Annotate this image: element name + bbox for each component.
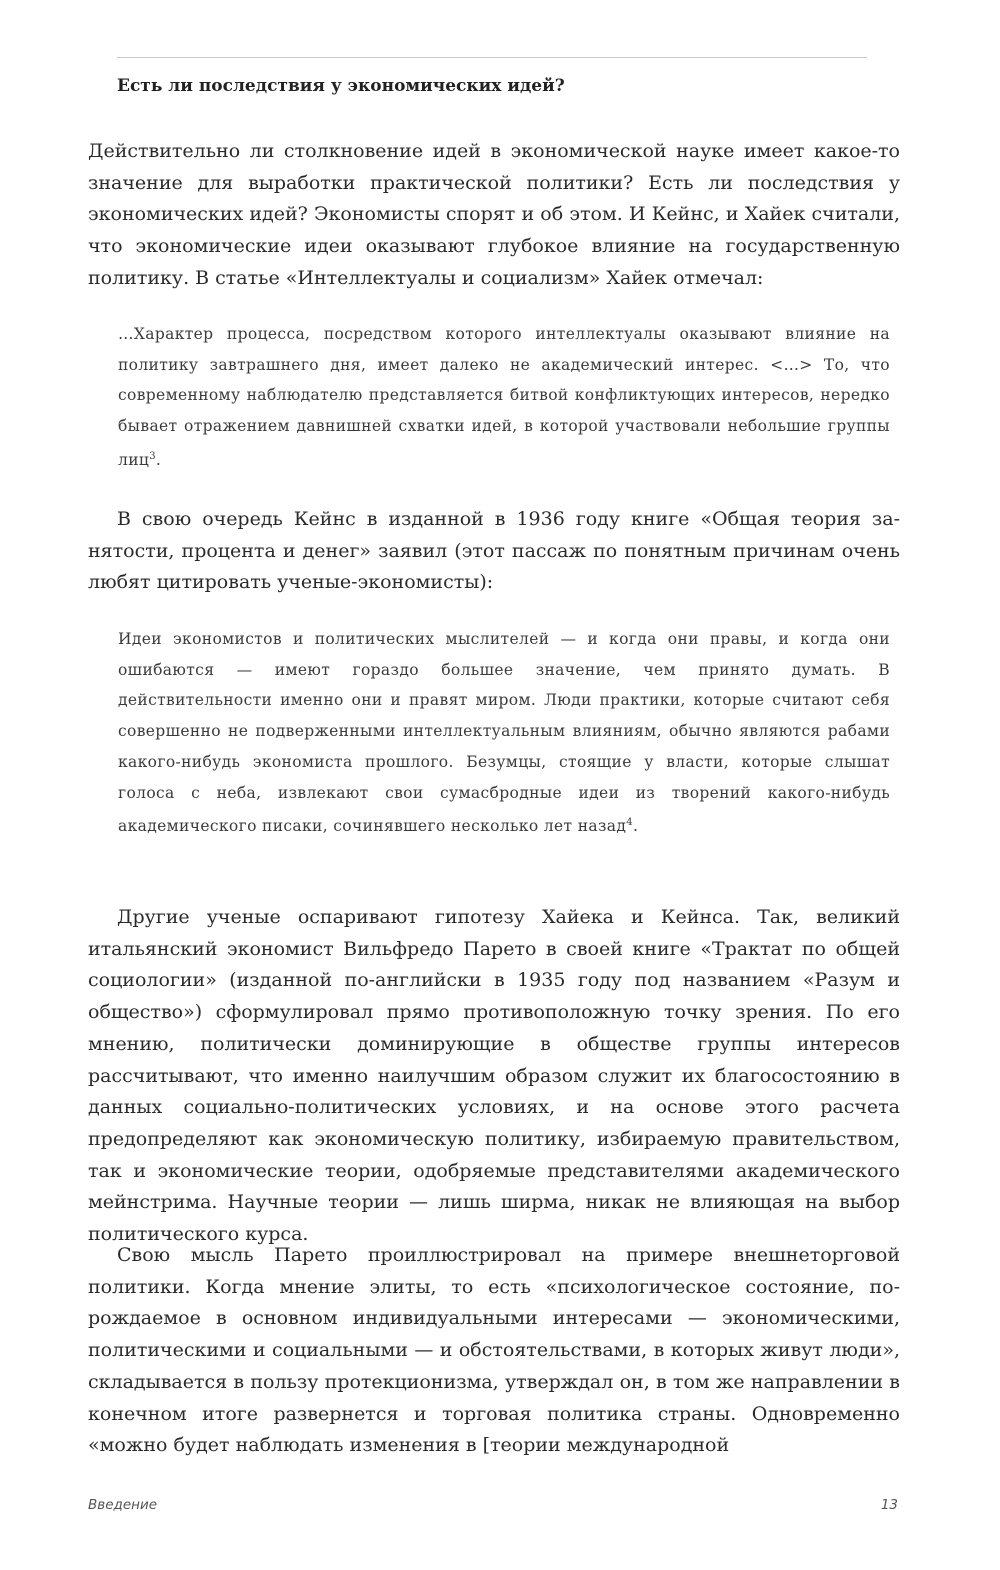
paragraph-1: Действительно ли столкновение идей в экономической науке имеет какое-то значение для выработки практической политики? Есть ли последствия у экономических идей? Экономисты спорят и об этом. И Кейнс, и Хайек считали, что экономические идеи оказывают глубокое влияние на государственную политику. В статье «Интеллектуалы и социализм» Хайек отмечал: bbox=[88, 140, 900, 289]
quote-keynes-text: Идеи экономистов и политических мыслителей — и когда они правы, и когда они ошибаются — имеют гораздо большее значение, чем принято думать. В действительности именно они и правят миром. Люди практики, которые считают себя совершенно не подверженными интеллектуальным влияниям, обычно являются рабами какого-нибудь экономиста прошлого. Безумцы, стоящие у власти, которые слышат голоса с неба, извлекают свои сумасбродные идеи из творений какого-нибудь академического писаки, сочинявшего несколько лет назад bbox=[118, 630, 890, 836]
footnote-ref-3[interactable]: 3 bbox=[149, 450, 156, 462]
paragraph-4: Свою мысль Парето проиллюстрировал на примере внешнеторговой политики. Когда мнение элиты, то есть «психологическое состояние, порождаемое в основном индивидуальными интересами — экономическими, политическими и социальными — и обстоятельствами, в которых живут люди», складывается в пользу протекционизма, утверждал он, в том же направлении в конечном итоге развернется и торговая политика страны. Одновременно «можно будет наблюдать изменения в [теории международной bbox=[88, 1244, 900, 1457]
quote-hayek-text: …Характер процесса, посредством которого интеллектуалы оказывают влияние на политику завтрашнего дня, имеет далеко не академический интерес. <…> То, что современному наблюдателю представляется битвой конфликтующих интересов, нередко бывает отражением давнишней схватки идей, в которой участвовали небольшие группы лиц bbox=[118, 325, 890, 469]
section-heading: Есть ли последствия у экономических идей? bbox=[117, 76, 565, 96]
paragraph-2: В свою очередь Кейнс в изданной в 1936 году книге «Общая теория занятости, процента и денег» заявил (этот пассаж по понятным причинам очень любят цитировать ученые-экономисты): bbox=[88, 508, 900, 594]
quote-keynes: Идеи экономистов и политических мыслителей — и когда они правы, и когда они ошибаются — имеют гораздо большее значение, чем принято думать. В действительности именно они и правят миром. Люди практики, которые считают себя совершенно не подверженными интеллектуальным влияниям, обычно являются рабами какого-нибудь экономиста прошлого. Безумцы, стоящие у власти, которые слышат голоса с неба, извлекают свои сумасбродные идеи из творений какого-нибудь академического писаки, сочинявшего несколько лет назад$^4$. bbox=[118, 630, 890, 836]
page-number: 13 bbox=[880, 1497, 898, 1513]
quote-hayek: …Характер процесса, посредством которого интеллектуалы оказывают влияние на политику завтрашнего дня, имеет далеко не академический интерес. <…> То, что современному наблюдателю представляется битвой конфликтующих интересов, нередко бывает отражением давнишней схватки идей, в которой участвовали небольшие группы лиц$^3$. bbox=[118, 325, 890, 469]
paragraph-3: Другие ученые оспаривают гипотезу Хайека и Кейнса. Так, великий итальянский экономист Вильфредо Парето в своей книге «Трактат по общей социологии» (изданной по-английски в 1935 году под названием «Разум и общество») сформулировал прямо противоположную точку зрения. По его мнению, политически доминирующие в обществе группы интересов рассчитывают, что именно наилучшим образом служит их благосостоянию в данных социально-политических условиях, и на основе этого расчета предопределяют как экономическую политику, избираемую правительством, так и экономические теории, одобряемые представителями академического мейнстрима. Научные теории — лишь ширма, никак не влияющая на выбор политического курса. bbox=[88, 906, 900, 1246]
top-rule bbox=[117, 57, 867, 58]
page-footer bbox=[88, 1497, 900, 1523]
footer-section-title: Введение bbox=[88, 1497, 158, 1513]
footnote-ref-4[interactable]: 4 bbox=[626, 817, 634, 829]
